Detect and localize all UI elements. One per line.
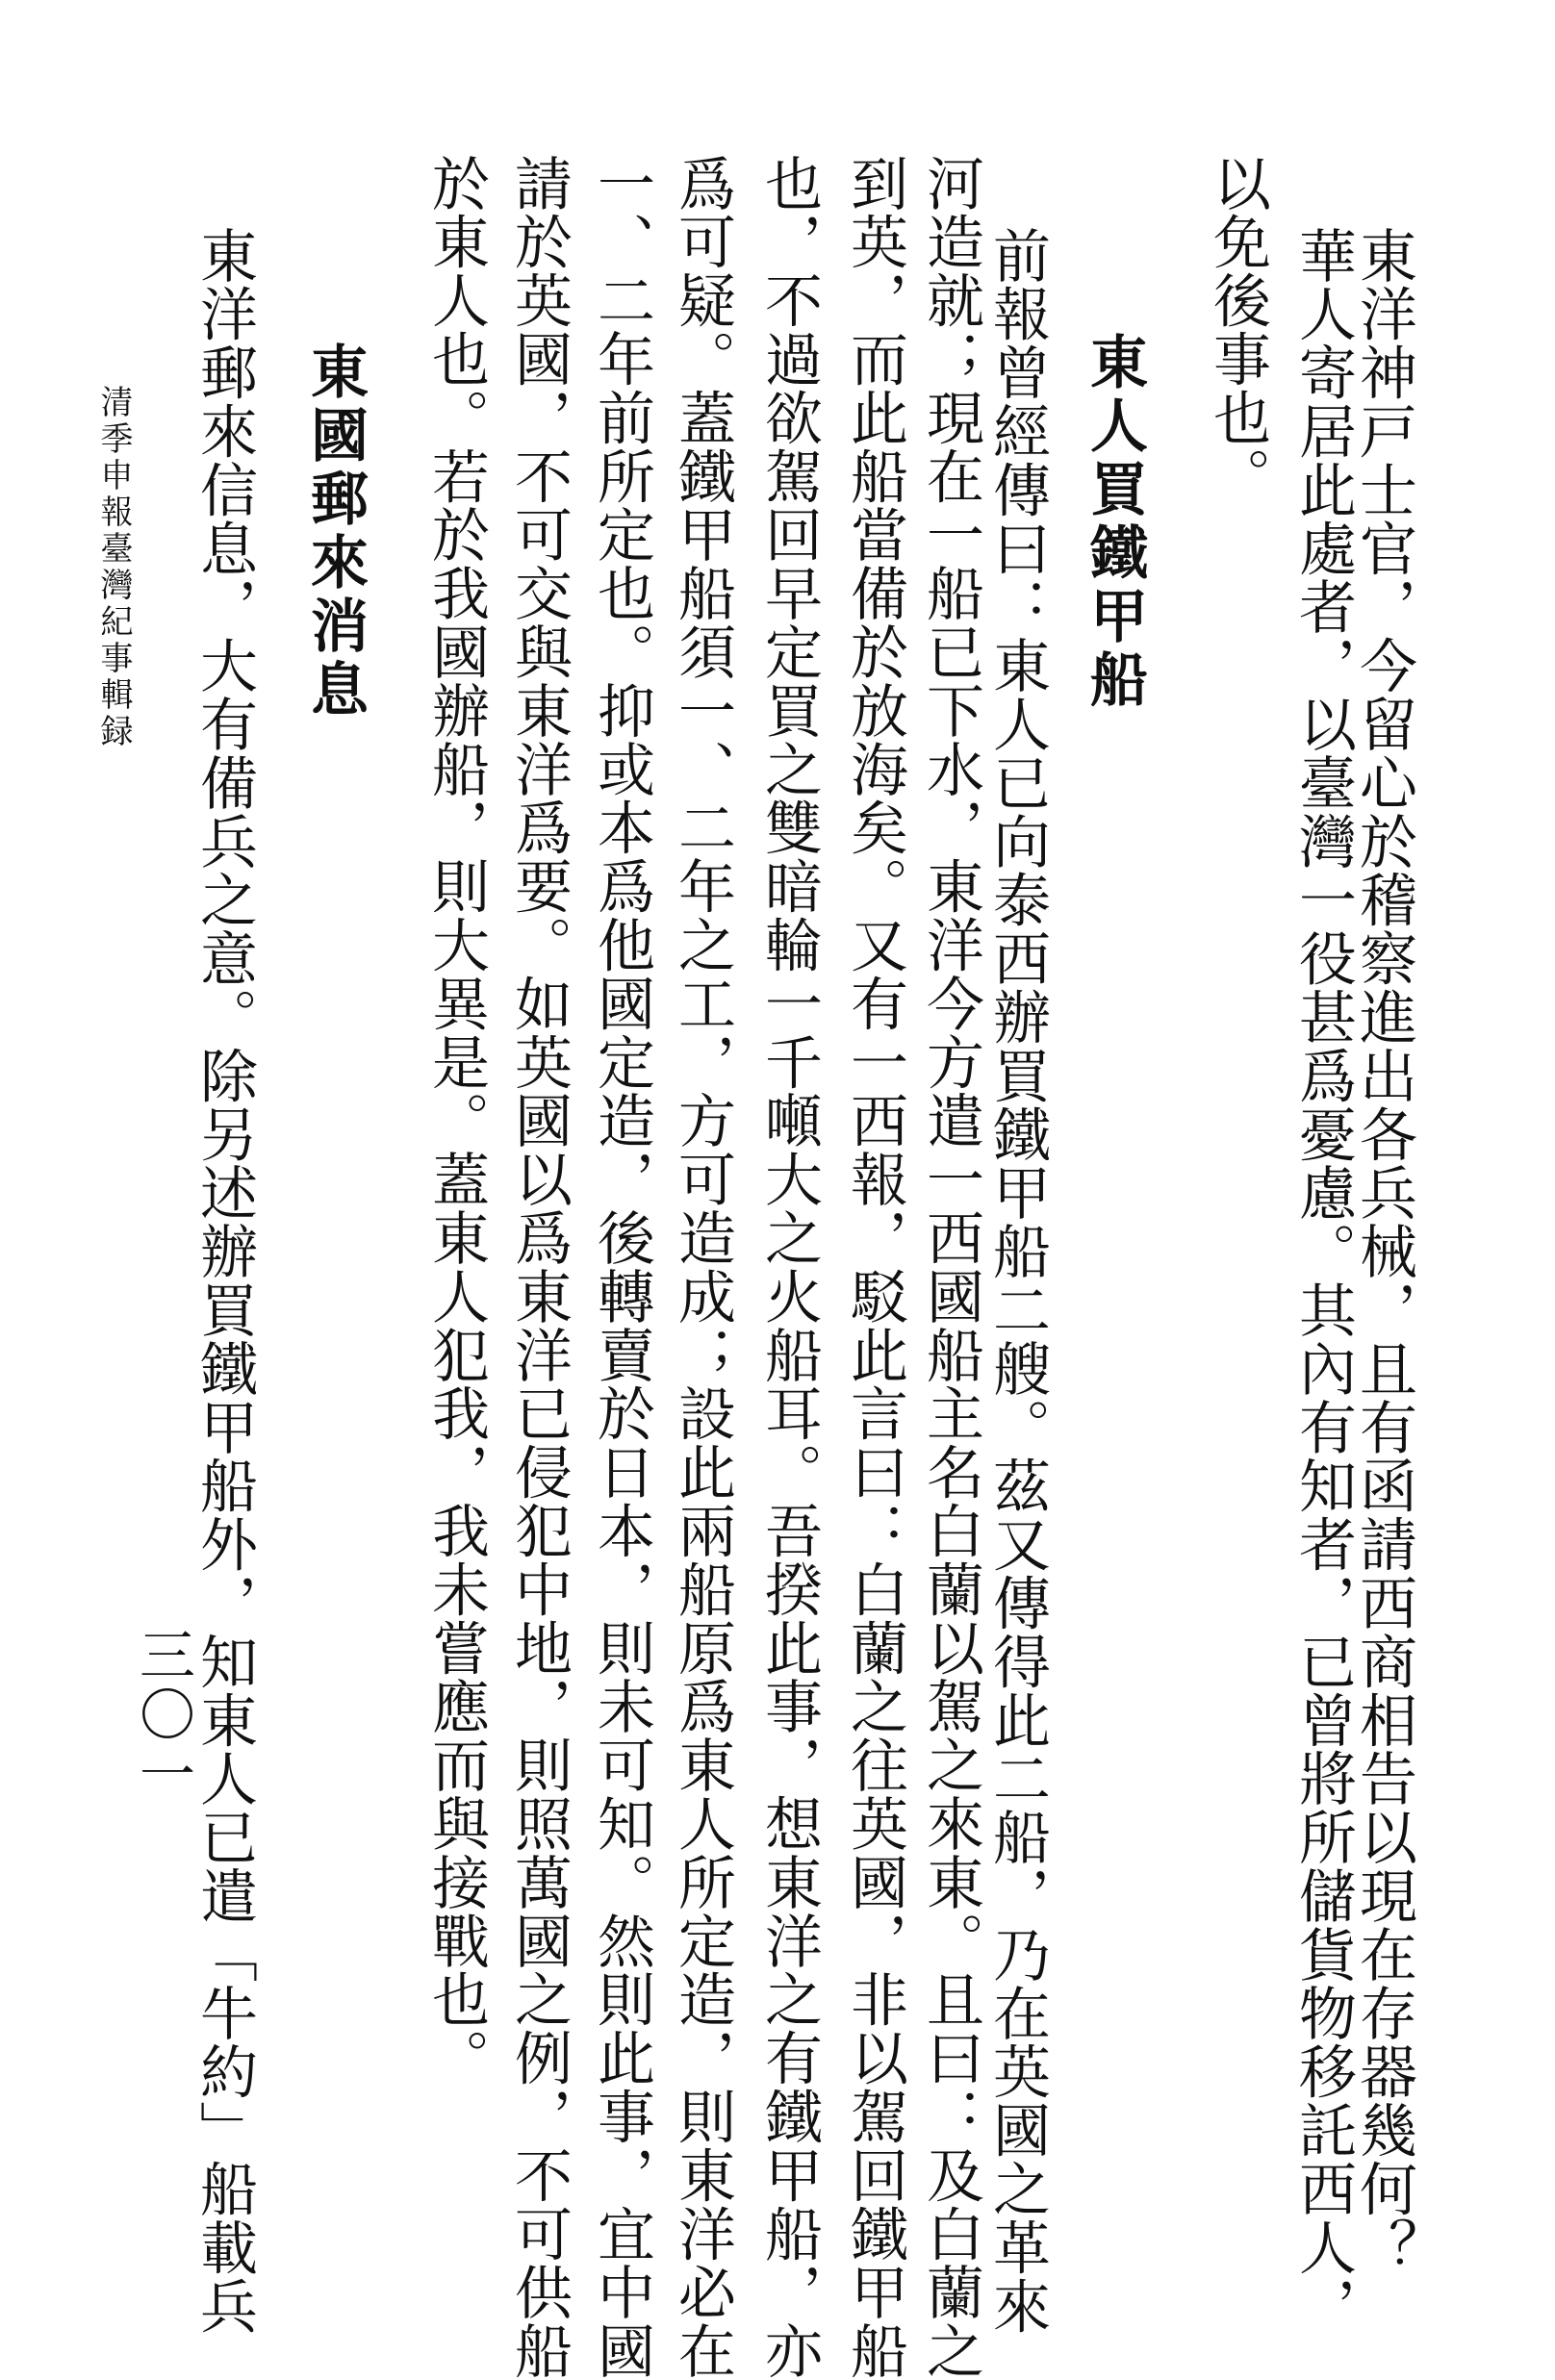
book-title: 清季申報臺灣紀事輯録 xyxy=(94,385,133,750)
text-column-5: 河造就；現在一船已下水，東洋今方遣一西國船主名白蘭以駕之來東。且曰：及白蘭之 xyxy=(917,154,984,2380)
page-number: 三〇一 xyxy=(130,1626,195,1805)
text-column-3: 以免後事也。 xyxy=(1204,154,1271,506)
section-heading-iron-ships: 東人買鐵甲船 xyxy=(1081,332,1148,713)
text-column-11: 於東人也。若於我國辦船，則大異是。蓋東人犯我，我未嘗應而與接戰也。 xyxy=(422,154,490,2088)
text-column-4: 前報曾經傳曰：東人已向泰西辦買鐵甲船二艘。茲又傳得此二船，乃在英國之革來 xyxy=(983,226,1051,2336)
text-column-1: 東洋神戸士官，今留心於稽察進出各兵械，且有函請西商相告以現在存器幾何？ xyxy=(1350,226,1417,2277)
text-column-8: 爲可疑。蓋鐵甲船須一、二年之工，方可造成；設此兩船原爲東人所定造，則東洋必在 xyxy=(669,154,736,2380)
text-column-12: 東洋郵來信息，大有備兵之意。除另述辦買鐵甲船外，知東人已遣「牛約」船載兵 xyxy=(191,226,258,2336)
text-column-9: 一、二年前所定也。抑或本爲他國定造，後轉賣於日本，則未可知。然則此事，宜中國 xyxy=(588,154,655,2380)
text-column-7: 也，不過欲駕回早定買之雙暗輪一千噸大之火船耳。吾揆此事，想東洋之有鐵甲船，亦 xyxy=(755,154,823,2380)
section-heading-east-news: 東國郵來消息 xyxy=(301,342,369,722)
text-column-10: 請於英國，不可交與東洋爲要。如英國以爲東洋已侵犯中地，則照萬國之例，不可供船 xyxy=(505,154,573,2380)
text-column-2: 華人寄居此處者，以臺灣一役甚爲憂慮。其內有知者，已曾將所儲貨物移託西人， xyxy=(1289,226,1357,2336)
text-column-6: 到英，而此船當備於放海矣。又有一西報，駁此言曰：白蘭之往英國，非以駕回鐵甲船 xyxy=(841,154,908,2380)
